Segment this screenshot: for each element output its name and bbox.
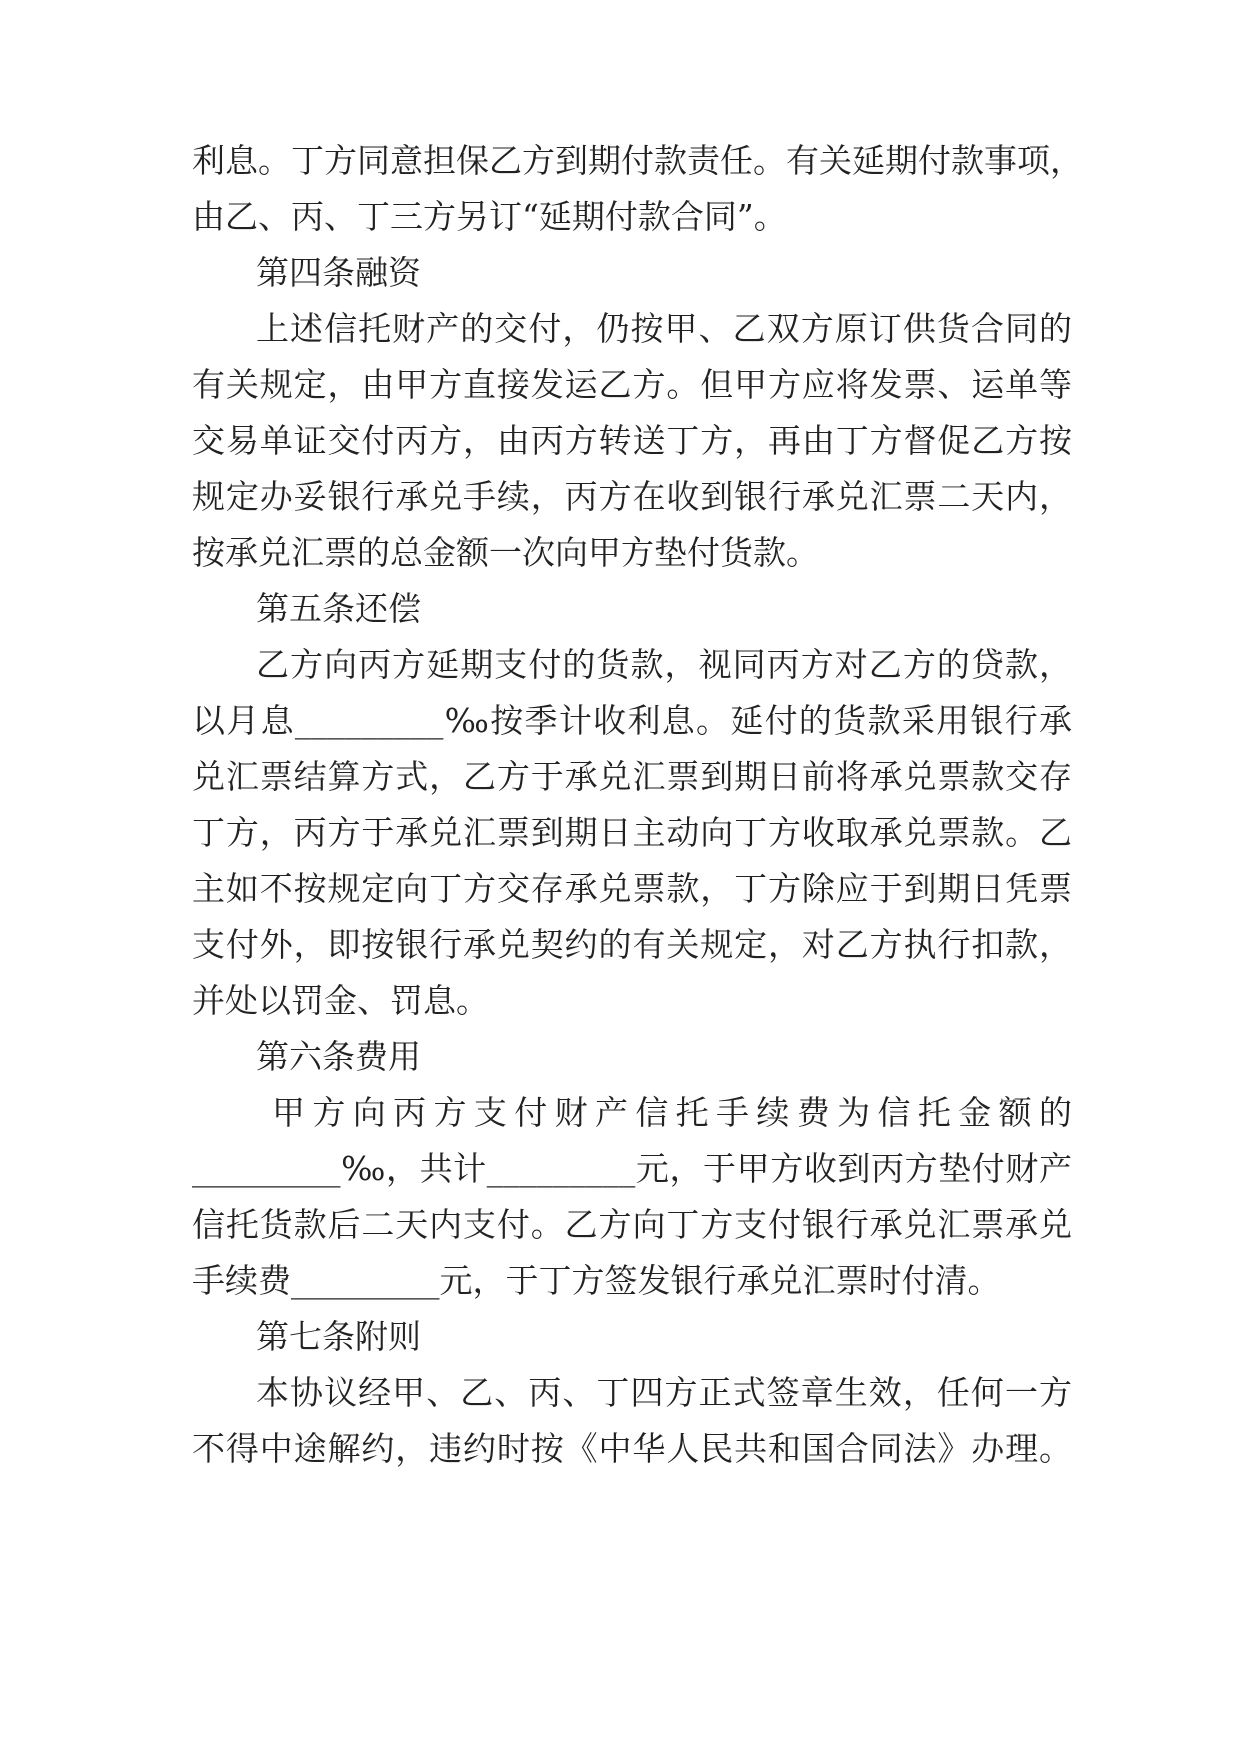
text-line: 兑汇票结算方式，乙方于承兑汇票到期日前将承兑票款交存 bbox=[192, 757, 1072, 796]
text-line: 甲方向丙方支付财产信托手续费为信托金额的 bbox=[272, 1093, 1072, 1132]
text-line: 丁方，丙方于承兑汇票到期日主动向丁方收取承兑票款。乙 bbox=[192, 813, 1072, 852]
text-line: 以月息_________‰按季计收利息。延付的货款采用银行承 bbox=[192, 701, 1072, 740]
text-line: 有关规定，由甲方直接发运乙方。但甲方应将发票、运单等 bbox=[192, 365, 1072, 404]
text-line: 支付外，即按银行承兑契约的有关规定，对乙方执行扣款， bbox=[192, 925, 1072, 964]
text-line: 主如不按规定向丁方交存承兑票款，丁方除应于到期日凭票 bbox=[192, 869, 1072, 908]
section-heading: 第六条费用 bbox=[256, 1037, 421, 1076]
text-line: 信托货款后二天内支付。乙方向丁方支付银行承兑汇票承兑 bbox=[192, 1205, 1072, 1244]
text-line: 不得中途解约，违约时按《中华人民共和国合同法》办理。 bbox=[192, 1429, 1072, 1468]
section-heading: 第七条附则 bbox=[256, 1317, 421, 1356]
text-line: 手续费_________元，于丁方签发银行承兑汇票时付清。 bbox=[192, 1261, 1001, 1300]
text-line: 由乙、丙、丁三方另订“延期付款合同”。 bbox=[192, 197, 787, 236]
section-heading: 第四条融资 bbox=[256, 253, 421, 292]
text-line: 利息。丁方同意担保乙方到期付款责任。有关延期付款事项， bbox=[192, 141, 1083, 180]
text-line: 上述信托财产的交付，仍按甲、乙双方原订供货合同的 bbox=[256, 309, 1072, 348]
section-heading: 第五条还偿 bbox=[256, 589, 421, 628]
text-line: 乙方向丙方延期支付的货款，视同丙方对乙方的贷款， bbox=[256, 645, 1072, 684]
text-line: 本协议经甲、乙、丙、丁四方正式签章生效，任何一方 bbox=[256, 1373, 1072, 1412]
text-line: 交易单证交付丙方，由丙方转送丁方，再由丁方督促乙方按 bbox=[192, 421, 1072, 460]
text-line: 按承兑汇票的总金额一次向甲方垫付货款。 bbox=[192, 533, 819, 572]
text-line: 并处以罚金、罚息。 bbox=[192, 981, 489, 1020]
text-line: _________‰，共计_________元，于甲方收到丙方垫付财产 bbox=[192, 1149, 1072, 1188]
text-line: 规定办妥银行承兑手续，丙方在收到银行承兑汇票二天内， bbox=[192, 477, 1072, 516]
